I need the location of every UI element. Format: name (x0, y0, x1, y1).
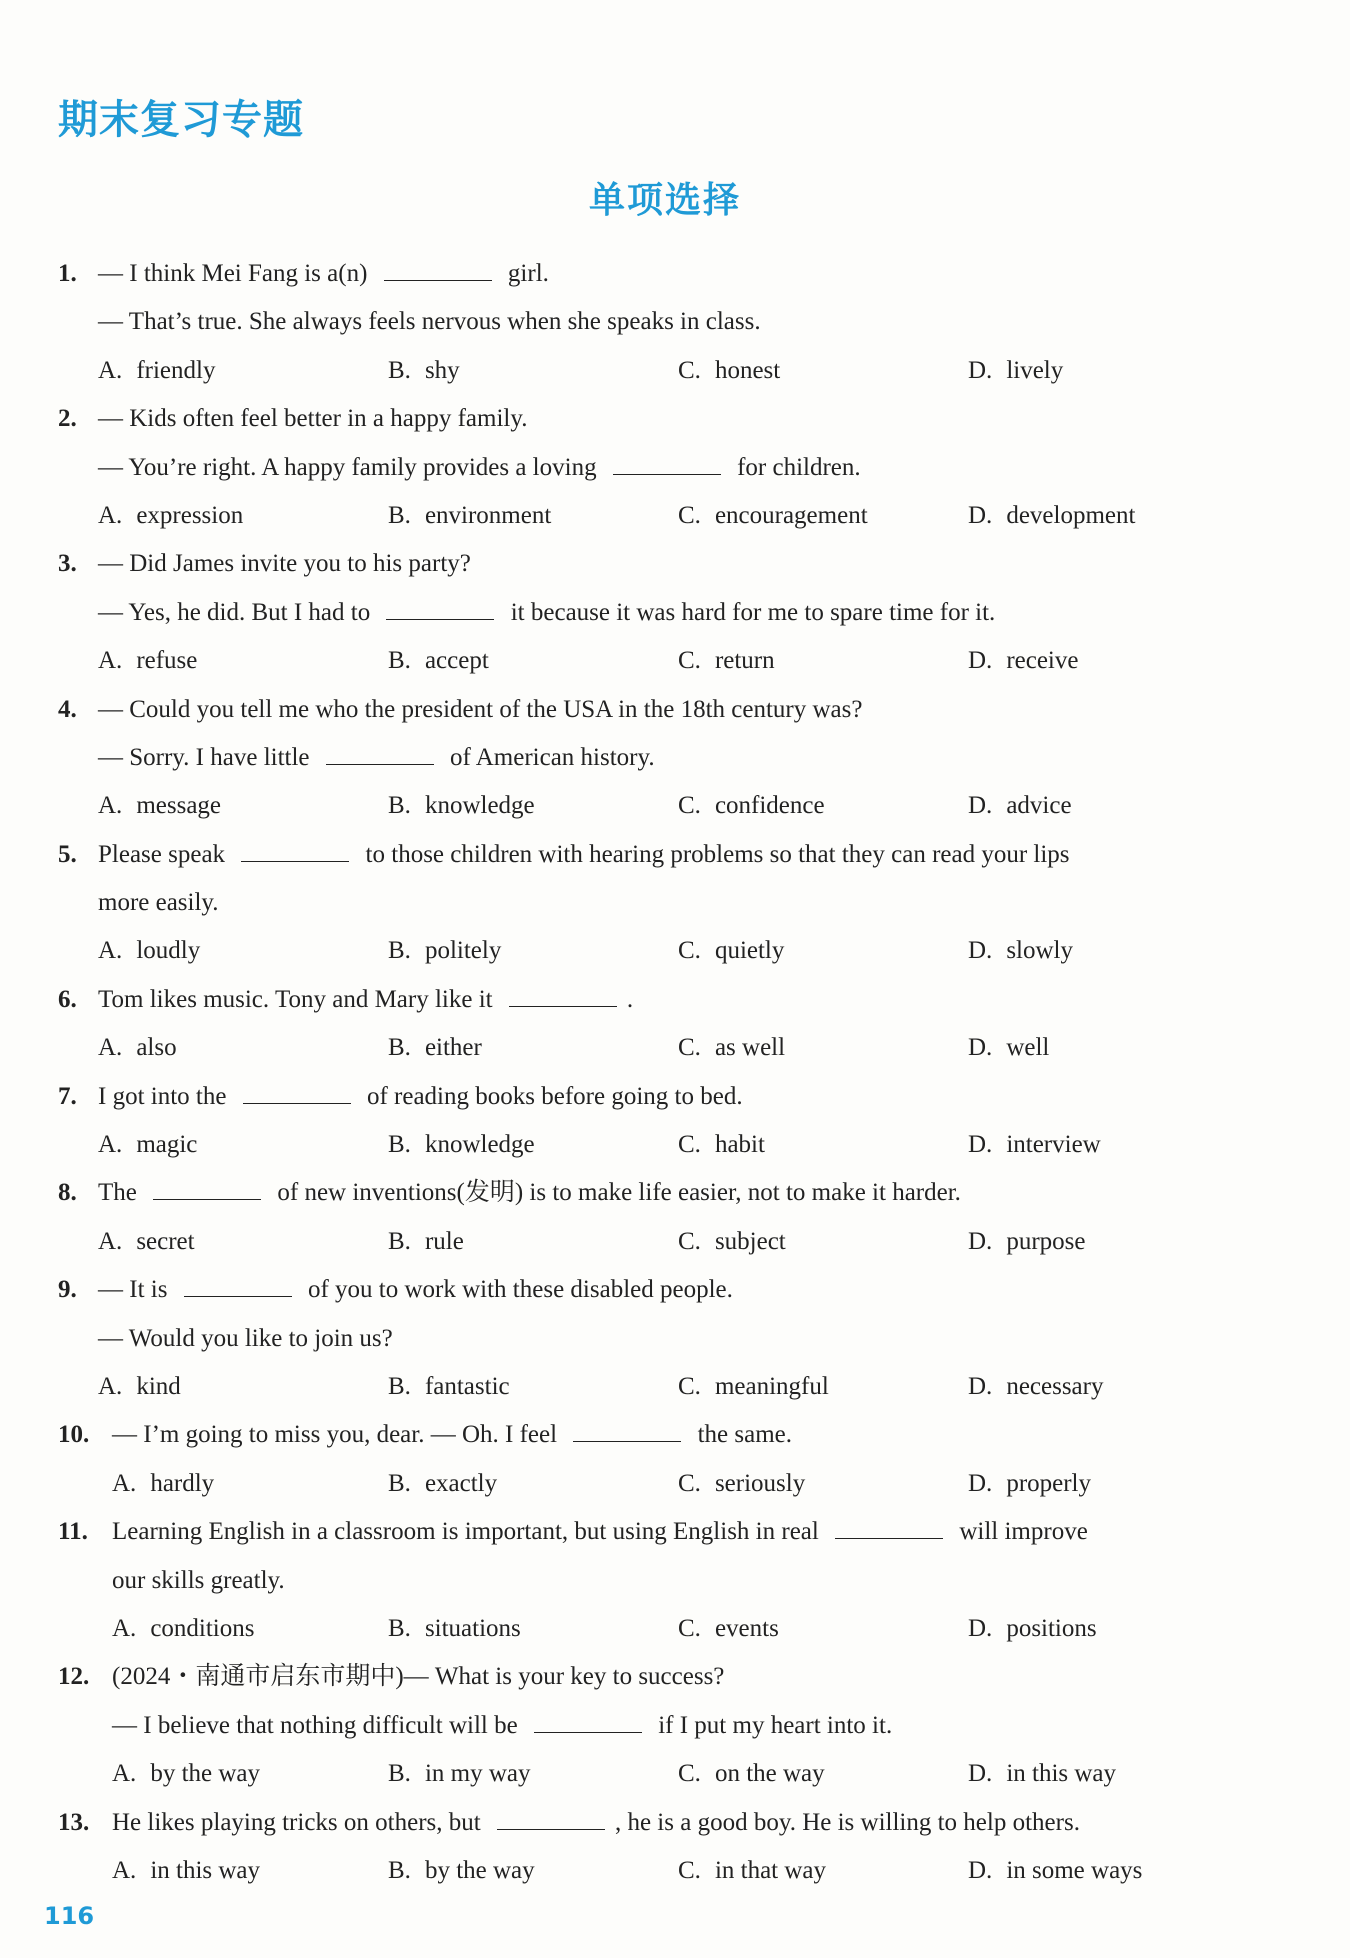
option-c (678, 927, 784, 975)
option-letter: D. (968, 1227, 993, 1255)
option-a (98, 1121, 197, 1169)
option-a (98, 927, 200, 975)
option-text: hardly (150, 1469, 215, 1497)
option-text: necessary (1006, 1372, 1104, 1400)
option-letter: B. (388, 792, 411, 820)
option-text: lively (1006, 356, 1064, 384)
option-text: loudly (136, 937, 201, 965)
option-letter: C. (678, 1760, 701, 1788)
option-letter: A. (112, 1760, 137, 1788)
answer-blank (326, 744, 434, 765)
option-text: return (714, 647, 775, 675)
option-c (678, 492, 868, 540)
option-a (98, 1218, 195, 1266)
option-text: in some ways (1006, 1856, 1143, 1884)
question-text-segment: — Could you tell me who the president of the USA in the 18th century was? (98, 695, 863, 723)
option-b (388, 1121, 535, 1169)
option-text: knowledge (424, 1131, 535, 1159)
option-letter: D. (968, 1760, 993, 1788)
option-a (112, 1605, 254, 1653)
question-text-segment: the same. (691, 1421, 792, 1449)
option-letter: C. (678, 1131, 701, 1159)
question-text-segment: — Did James invite you to his party? (98, 550, 471, 578)
question-text-segment: The (98, 1179, 144, 1207)
question-text-segment: — Yes, he did. But I had to (98, 598, 377, 626)
option-row (0, 1847, 1330, 1895)
option-b (388, 1605, 521, 1653)
question-number: 9. (58, 1276, 77, 1304)
answer-blank (534, 1712, 642, 1733)
option-text: shy (424, 356, 460, 384)
option-letter: A. (98, 1131, 123, 1159)
option-letter: A. (112, 1469, 137, 1497)
question-text-segment: of new inventions(发明) is to make life easier, not to make it harder. (271, 1179, 961, 1207)
page-number: 116 (44, 1902, 95, 1930)
option-letter: A. (98, 1227, 123, 1255)
question-text (98, 734, 655, 782)
question-text-segment: of reading books before going to bed. (360, 1082, 743, 1110)
option-letter: B. (388, 1856, 411, 1884)
option-text: interview (1006, 1131, 1101, 1159)
option-text: seriously (714, 1469, 806, 1497)
section-title: 单项选择 (588, 179, 741, 221)
question-text-segment: it because it was hard for me to spare time for it. (504, 598, 996, 626)
option-letter: B. (388, 647, 411, 675)
option-text: expression (136, 501, 244, 529)
option-text: kind (136, 1372, 181, 1400)
question-line (0, 1653, 1330, 1701)
answer-blank (613, 454, 721, 475)
question-text-segment: of you to work with these disabled people. (301, 1276, 733, 1304)
option-letter: C. (678, 501, 701, 529)
option-d (968, 1218, 1085, 1266)
question-line (0, 1702, 1330, 1750)
option-text: magic (136, 1131, 198, 1159)
option-letter: B. (388, 1227, 411, 1255)
question-text-segment: (2024・南通市启东市期中)— What is your key to success? (112, 1663, 725, 1691)
option-row (0, 1363, 1330, 1411)
question-text-segment: — It is (98, 1276, 174, 1304)
question-text-segment: of American history. (443, 743, 655, 771)
question-line (0, 1315, 1330, 1363)
option-d (968, 347, 1063, 395)
option-b (388, 782, 535, 830)
question-text-segment: Learning English in a classroom is important, but using English in real (112, 1518, 826, 1546)
question-text-segment: more easily. (98, 889, 219, 917)
option-b (388, 1847, 535, 1895)
option-text: rule (424, 1227, 464, 1255)
option-c (678, 1750, 825, 1798)
option-a (98, 492, 243, 540)
option-letter: B. (388, 1760, 411, 1788)
answer-blank (835, 1518, 943, 1539)
answer-blank (153, 1179, 261, 1200)
answer-blank (384, 260, 492, 281)
option-text: politely (424, 937, 502, 965)
question-text (98, 831, 1070, 879)
question-number: 8. (58, 1179, 77, 1207)
question-text (98, 976, 633, 1024)
option-letter: D. (968, 1372, 993, 1400)
option-text: in that way (714, 1856, 827, 1884)
question-text-segment: — Would you like to join us? (98, 1324, 393, 1352)
question-text (112, 1508, 1088, 1556)
question-number: 6. (58, 985, 77, 1013)
answer-blank (184, 1276, 292, 1297)
question-line (0, 1169, 1330, 1217)
option-letter: D. (968, 1614, 993, 1642)
option-a (98, 1024, 177, 1072)
option-text: in my way (424, 1760, 531, 1788)
option-a (98, 637, 197, 685)
option-letter: C. (678, 1614, 701, 1642)
question-line (0, 444, 1330, 492)
answer-blank (243, 1083, 351, 1104)
option-row (0, 1605, 1330, 1653)
option-text: advice (1006, 792, 1072, 820)
question-text-segment: — Sorry. I have little (98, 743, 316, 771)
question-text-segment: our skills greatly. (112, 1566, 285, 1594)
question-number: 12. (58, 1663, 90, 1691)
option-letter: B. (388, 1034, 411, 1062)
question-text (98, 1315, 393, 1363)
option-letter: C. (678, 1856, 701, 1884)
option-letter: C. (678, 792, 701, 820)
option-letter: A. (98, 1034, 123, 1062)
option-letter: D. (968, 501, 993, 529)
question-text (98, 1073, 743, 1121)
option-letter: D. (968, 1856, 993, 1884)
option-b (388, 1024, 482, 1072)
question-text (98, 540, 471, 588)
question-text-segment: for children. (730, 453, 861, 481)
question-line (0, 1799, 1330, 1847)
option-text: by the way (150, 1760, 261, 1788)
option-b (388, 1460, 497, 1508)
question-text (98, 250, 549, 298)
answer-blank (573, 1421, 681, 1442)
option-d (968, 637, 1078, 685)
question-number: 11. (58, 1518, 88, 1546)
question-line (0, 976, 1330, 1024)
option-d (968, 1460, 1091, 1508)
option-letter: A. (98, 792, 123, 820)
option-letter: C. (678, 356, 701, 384)
option-text: encouragement (714, 501, 868, 529)
option-text: in this way (150, 1856, 261, 1884)
question-line (0, 298, 1330, 346)
option-letter: A. (112, 1614, 137, 1642)
answer-blank (241, 841, 349, 862)
option-letter: B. (388, 356, 411, 384)
question-number: 3. (58, 550, 77, 578)
option-letter: C. (678, 1227, 701, 1255)
question-text-segment: — I’m going to miss you, dear. — Oh. I feel (112, 1421, 564, 1449)
option-a (98, 1363, 181, 1411)
option-letter: D. (968, 356, 993, 384)
question-line (0, 589, 1330, 637)
option-c (678, 782, 825, 830)
question-text-segment: He likes playing tricks on others, but (112, 1808, 487, 1836)
option-c (678, 1460, 805, 1508)
question-text-segment: . (626, 985, 634, 1013)
option-d (968, 782, 1072, 830)
question-text-segment: — Kids often feel better in a happy family. (98, 405, 528, 433)
question-text-segment: Please speak (98, 840, 232, 868)
question-text-segment: if I put my heart into it. (651, 1711, 893, 1739)
option-d (968, 1363, 1103, 1411)
question-text (98, 298, 761, 346)
option-c (678, 1121, 765, 1169)
option-d (968, 1121, 1101, 1169)
option-row (0, 492, 1330, 540)
question-text (98, 589, 995, 637)
question-text-segment: — I think Mei Fang is a(n) (98, 260, 374, 287)
option-text: slowly (1006, 937, 1073, 965)
option-letter: A. (98, 501, 123, 529)
question-text (98, 1266, 733, 1314)
option-row (0, 927, 1330, 975)
option-d (968, 927, 1073, 975)
option-text: situations (424, 1614, 521, 1642)
question-number: 5. (58, 840, 77, 868)
question-line (0, 734, 1330, 782)
option-d (968, 492, 1135, 540)
option-b (388, 1750, 530, 1798)
question-text-segment: — I believe that nothing difficult will be (112, 1711, 524, 1739)
option-row (0, 1460, 1330, 1508)
option-c (678, 637, 775, 685)
option-text: purpose (1006, 1227, 1086, 1255)
option-letter: C. (678, 937, 701, 965)
option-text: habit (714, 1131, 765, 1159)
question-text (98, 879, 219, 927)
question-text (98, 395, 528, 443)
question-line (0, 1073, 1330, 1121)
option-text: also (136, 1034, 177, 1062)
question-text (98, 686, 862, 734)
question-text-segment: will improve (953, 1518, 1088, 1546)
question-number: 1. (58, 260, 77, 287)
option-letter: D. (968, 1131, 993, 1159)
option-letter: B. (388, 1614, 411, 1642)
option-text: exactly (424, 1469, 498, 1497)
option-text: properly (1006, 1469, 1092, 1497)
option-letter: C. (678, 1372, 701, 1400)
question-text-segment: — You’re right. A happy family provides a loving (98, 453, 603, 481)
option-text: accept (424, 647, 489, 675)
option-c (678, 1024, 785, 1072)
option-row (0, 782, 1330, 830)
question-text-segment: I got into the (98, 1082, 233, 1110)
question-line (0, 250, 1330, 298)
question-text (112, 1557, 285, 1605)
option-text: as well (714, 1034, 786, 1062)
question-number: 13. (58, 1808, 90, 1836)
question-text-segment: to those children with hearing problems so that they can read your lips (359, 840, 1070, 868)
answer-blank (386, 599, 494, 620)
option-letter: D. (968, 1469, 993, 1497)
question-number: 7. (58, 1082, 77, 1110)
option-letter: B. (388, 937, 411, 965)
option-letter: D. (968, 937, 993, 965)
option-text: friendly (136, 356, 216, 384)
question-text-segment: — That’s true. She always feels nervous when she speaks in class. (98, 308, 761, 336)
option-b (388, 347, 460, 395)
question-line (0, 1411, 1330, 1459)
option-letter: D. (968, 1034, 993, 1062)
option-d (968, 1750, 1116, 1798)
question-number: 4. (58, 695, 77, 723)
question-line (0, 540, 1330, 588)
option-text: secret (136, 1227, 195, 1255)
question-list (0, 250, 1330, 1895)
option-letter: D. (968, 792, 993, 820)
option-letter: D. (968, 647, 993, 675)
question-text-segment: girl. (501, 260, 549, 287)
option-c (678, 1847, 826, 1895)
answer-blank (497, 1809, 605, 1830)
question-line (0, 1266, 1330, 1314)
option-letter: C. (678, 647, 701, 675)
option-letter: A. (98, 647, 123, 675)
section-tag: 期末复习专题 (58, 97, 304, 143)
option-letter: B. (388, 1372, 411, 1400)
question-line (0, 1557, 1330, 1605)
option-a (98, 782, 221, 830)
option-letter: B. (388, 501, 411, 529)
option-letter: A. (98, 937, 123, 965)
option-text: development (1006, 501, 1136, 529)
option-b (388, 492, 551, 540)
option-text: positions (1006, 1614, 1097, 1642)
option-d (968, 1024, 1049, 1072)
option-d (968, 1605, 1097, 1653)
option-c (678, 1218, 786, 1266)
option-text: conditions (150, 1614, 255, 1642)
option-letter: A. (98, 1372, 123, 1400)
option-text: message (136, 792, 222, 820)
option-d (968, 1847, 1142, 1895)
option-a (112, 1847, 260, 1895)
option-c (678, 1363, 829, 1411)
option-a (112, 1750, 260, 1798)
option-b (388, 637, 489, 685)
question-text (112, 1702, 892, 1750)
option-text: events (714, 1614, 779, 1642)
option-b (388, 1363, 510, 1411)
option-text: in this way (1006, 1760, 1117, 1788)
option-text: quietly (714, 937, 785, 965)
option-c (678, 347, 780, 395)
option-text: confidence (714, 792, 825, 820)
option-row (0, 1218, 1330, 1266)
question-text (98, 444, 861, 492)
question-line (0, 686, 1330, 734)
option-text: on the way (714, 1760, 825, 1788)
option-letter: C. (678, 1034, 701, 1062)
question-text-segment: , he is a good boy. He is willing to help others. (614, 1808, 1080, 1836)
option-text: environment (424, 501, 552, 529)
question-text (112, 1799, 1080, 1847)
question-text-segment: Tom likes music. Tony and Mary like it (98, 985, 499, 1013)
option-letter: B. (388, 1469, 411, 1497)
question-line (0, 879, 1330, 927)
option-b (388, 927, 501, 975)
question-line (0, 1508, 1330, 1556)
option-text: fantastic (424, 1372, 510, 1400)
option-text: subject (714, 1227, 786, 1255)
option-text: refuse (136, 647, 198, 675)
question-text (112, 1653, 724, 1701)
option-text: meaningful (714, 1372, 829, 1400)
question-text (98, 1169, 961, 1217)
option-letter: C. (678, 1469, 701, 1497)
question-number: 2. (58, 405, 77, 433)
option-a (98, 347, 215, 395)
option-text: either (424, 1034, 482, 1062)
option-letter: A. (112, 1856, 137, 1884)
option-text: receive (1006, 647, 1079, 675)
option-text: honest (714, 356, 781, 384)
option-letter: B. (388, 1131, 411, 1159)
option-text: knowledge (424, 792, 535, 820)
option-row (0, 1121, 1330, 1169)
option-row (0, 1024, 1330, 1072)
answer-blank (509, 986, 617, 1007)
option-b (388, 1218, 464, 1266)
question-number: 10. (58, 1421, 90, 1449)
option-row (0, 637, 1330, 685)
question-line (0, 395, 1330, 443)
option-row (0, 347, 1330, 395)
question-line (0, 831, 1330, 879)
option-text: by the way (424, 1856, 535, 1884)
option-c (678, 1605, 779, 1653)
option-row (0, 1750, 1330, 1798)
option-letter: A. (98, 356, 123, 384)
question-text (112, 1411, 792, 1459)
option-a (112, 1460, 214, 1508)
option-text: well (1006, 1034, 1050, 1062)
